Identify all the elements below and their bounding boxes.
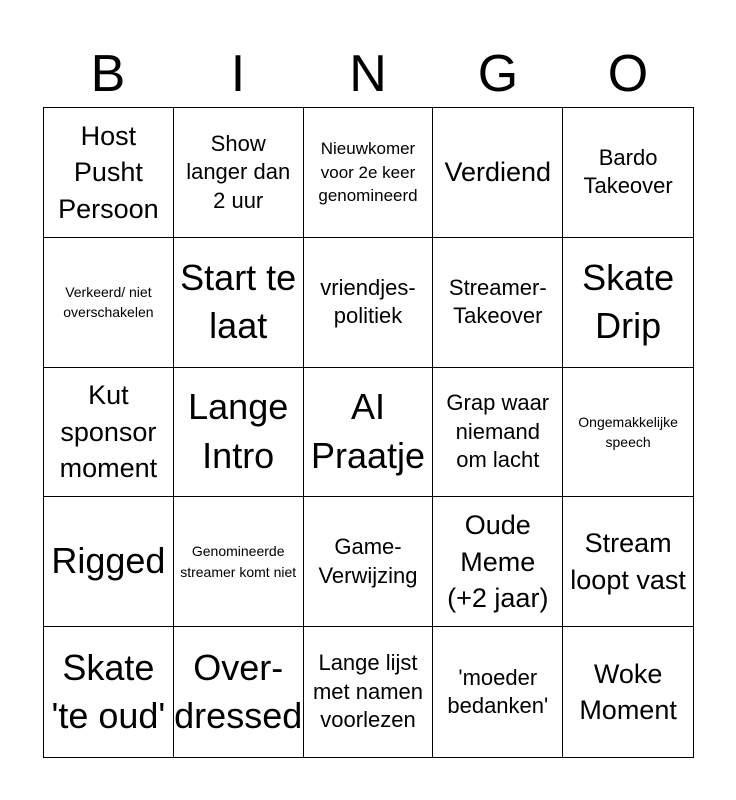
bingo-cell[interactable]: Start te laat	[174, 238, 304, 368]
bingo-cell[interactable]: Grap waar niemand om lacht	[433, 368, 563, 498]
bingo-cell[interactable]: 'moeder bedanken'	[433, 627, 563, 757]
header-letter-i: I	[230, 45, 246, 103]
bingo-cell[interactable]: Nieuwkomer voor 2e keer genomineerd	[304, 108, 434, 238]
bingo-card	[43, 107, 694, 758]
bingo-cell[interactable]: Over-dressed	[174, 627, 304, 757]
bingo-cell[interactable]: AI Praatje	[304, 368, 434, 498]
bingo-cell[interactable]: Lange Intro	[174, 368, 304, 498]
header-letter-n: N	[349, 45, 387, 103]
header-letter-o: O	[607, 45, 649, 103]
bingo-cell[interactable]: Verdiend	[433, 108, 563, 238]
bingo-cell[interactable]: Skate 'te oud'	[44, 627, 174, 757]
header-letter-g: G	[477, 45, 519, 103]
bingo-cell[interactable]: Show langer dan 2 uur	[174, 108, 304, 238]
bingo-cell[interactable]: Woke Moment	[579, 658, 677, 726]
header-letter-b: B	[90, 45, 126, 103]
bingo-cell[interactable]: Skate Drip	[563, 238, 693, 368]
bingo-cell[interactable]: Verkeerd/ niet overschakelen	[44, 238, 174, 368]
bingo-cell[interactable]: Ongemakkelijke speech	[563, 368, 693, 498]
bingo-cell[interactable]: Oude Meme (+2 jaar)	[433, 497, 563, 627]
bingo-cell[interactable]: Stream loopt vast	[563, 497, 693, 627]
bingo-header	[43, 40, 693, 108]
bingo-cell[interactable]: Host Pusht Persoon	[44, 108, 174, 238]
bingo-cell[interactable]: Bardo Takeover	[563, 108, 693, 238]
bingo-cell[interactable]: Lange lijst met namen voorlezen	[304, 627, 434, 757]
bingo-cell[interactable]: Rigged	[44, 497, 174, 627]
bingo-cell[interactable]: vriendjes-politiek	[304, 238, 434, 368]
bingo-cell[interactable]: Streamer-Takeover	[433, 238, 563, 368]
bingo-cell[interactable]: Genomineerde streamer komt niet	[174, 497, 304, 627]
bingo-cell[interactable]: Kut sponsor moment	[44, 368, 174, 498]
bingo-cell[interactable]: Game-Verwijzing	[304, 497, 434, 627]
